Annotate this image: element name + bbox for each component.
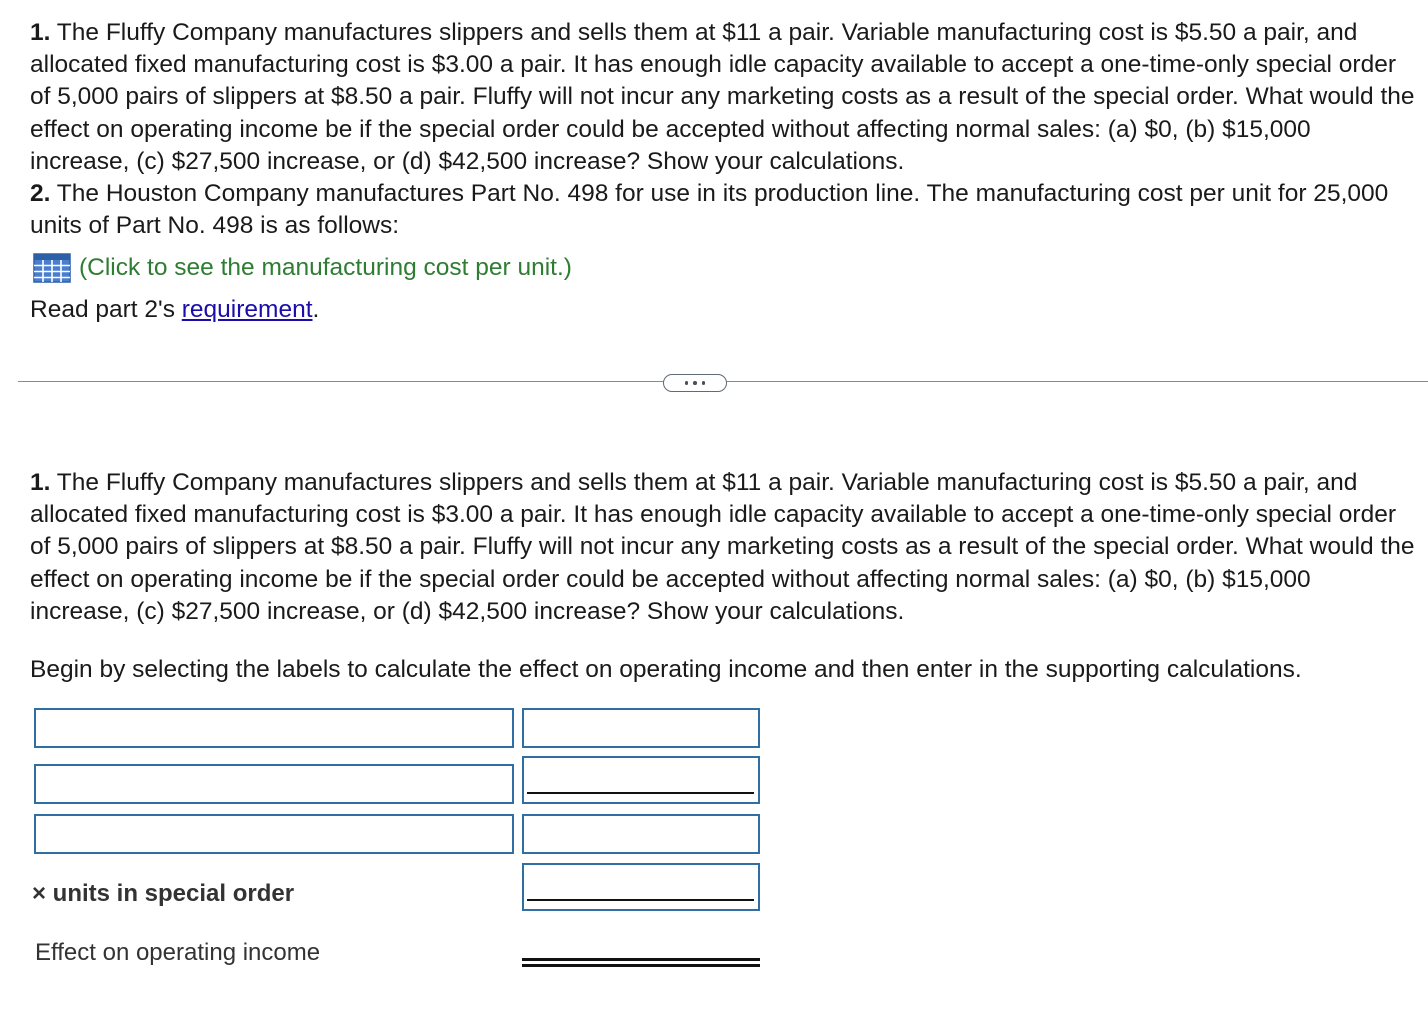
value-input-3[interactable]: [522, 814, 760, 854]
units-value-input[interactable]: [522, 863, 760, 911]
manufacturing-cost-data-link[interactable]: [33, 251, 572, 285]
table-grid-icon: [33, 253, 71, 283]
question-1-body: The Fluffy Company manufactures slippers and sells them at $11 a pair. Variable manufacturing cost is $5.50 a pair, and allocated fixed manufacturing cost is $3.00 a pair. It has enough idle capacity available to accept a one-time-only special order of 5,000 pairs of slippers at $8.50 a pair. Fluffy will not incur any marketing costs as a result of the special order. What would the effect on operating income be if the special order could be accepted without affecting normal sales: (a) $0, (b) $15,000 increase, (c) $27,500 increase, or (d) $42,500 increase? Show your calculations.: [30, 19, 1415, 175]
ellipsis-icon[interactable]: [663, 374, 727, 392]
units-underline: [527, 899, 754, 901]
total-double-underline-bottom: [522, 964, 760, 967]
label-select-3[interactable]: [34, 814, 514, 854]
answer-question-text: [30, 467, 1415, 628]
read-requirement-suffix: .: [312, 296, 320, 323]
data-link-text: (Click to see the manufacturing cost per unit.): [79, 254, 572, 281]
instruction-text: Begin by selecting the labels to calculate the effect on operating income and then enter in the supporting calculations.: [30, 656, 1302, 683]
question-1-text: [30, 17, 1415, 178]
answer-question-body: The Fluffy Company manufactures slippers and sells them at $11 a pair. Variable manufacturing cost is $5.50 a pair, and allocated fixed manufacturing cost is $3.00 a pair. It has enough idle capacity available to accept a one-time-only special order of 5,000 pairs of slippers at $8.50 a pair. Fluffy will not incur any marketing costs as a result of the special order. What would the effect on operating income be if the special order could be accepted without affecting normal sales: (a) $0, (b) $15,000 increase, (c) $27,500 increase, or (d) $42,500 increase? Show your calculations.: [30, 469, 1415, 625]
question-2-body: The Houston Company manufactures Part No. 498 for use in its production line. The manufacturing cost per unit for 25,000 units of Part No. 498 is as follows:: [30, 180, 1389, 240]
question-2-number: 2.: [30, 180, 51, 207]
question-1-number: 1.: [30, 19, 51, 46]
effect-on-operating-income-label: Effect on operating income: [35, 939, 321, 966]
read-requirement-line: [30, 296, 319, 324]
read-requirement-prefix: Read part 2's: [30, 296, 182, 323]
question-2-text: [30, 178, 1415, 242]
value-input-1[interactable]: [522, 708, 760, 748]
total-double-underline-top: [522, 958, 760, 961]
label-select-1[interactable]: [34, 708, 514, 748]
answer-question-number: 1.: [30, 469, 51, 496]
requirement-link[interactable]: requirement: [181, 296, 313, 323]
label-select-2[interactable]: [34, 764, 514, 804]
units-in-special-order-label: × units in special order: [32, 880, 295, 907]
subtotal-underline: [527, 792, 754, 794]
value-input-2[interactable]: [522, 756, 760, 804]
